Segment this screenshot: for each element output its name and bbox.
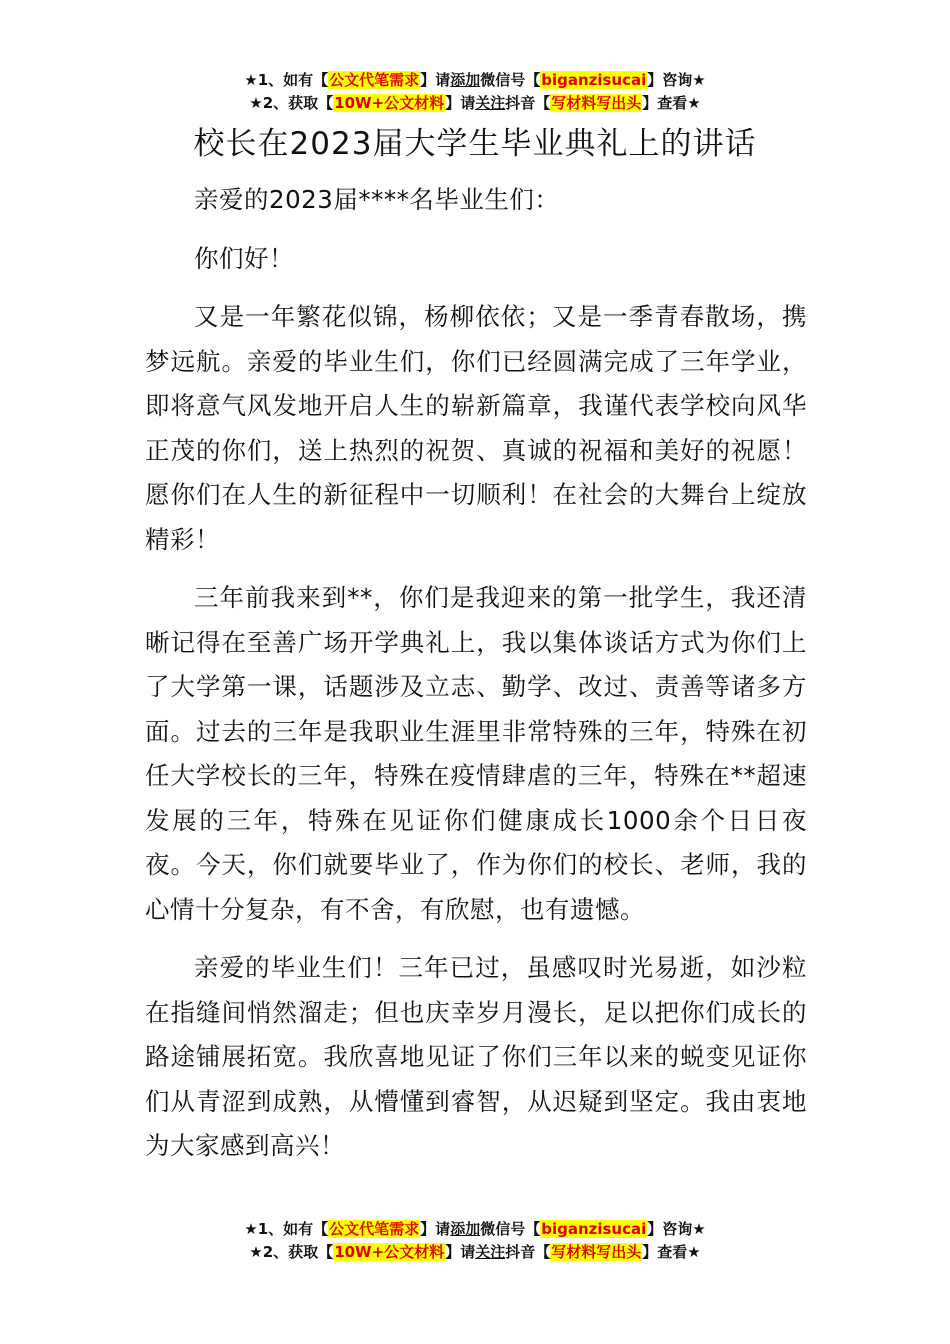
- banner-text: 】查看★: [642, 1243, 701, 1261]
- banner-text: 抖音【: [505, 94, 551, 112]
- footer-banner: [0, 1218, 950, 1264]
- banner-underline: 关注: [475, 94, 506, 112]
- banner-highlight: 写材料写出头: [551, 94, 642, 112]
- banner-text: 】请: [420, 1220, 451, 1238]
- banner-text: 微信号【: [480, 1220, 541, 1238]
- banner-line-1: [0, 69, 950, 92]
- banner-highlight: 公文代笔需求: [329, 1220, 420, 1238]
- document-body: [145, 178, 807, 1183]
- paragraph: 又是一年繁花似锦，杨柳依依；又是一季青春散场，携梦远航。亲爱的毕业生们，你们已经圆满完成了三年学业，即将意气风发地开启人生的崭新篇章，我谨代表学校向风华正茂的你们，送上热烈的祝贺、真诚的祝福和美好的祝愿！愿你们在人生的新征程中一切顺利！在社会的大舞台上绽放精彩！: [145, 302, 807, 554]
- banner-underline: 关注: [475, 1243, 506, 1261]
- banner-highlight: biganzisucai: [541, 71, 647, 89]
- banner-line-2: [0, 92, 950, 115]
- banner-highlight: 公文代笔需求: [329, 71, 420, 89]
- banner-highlight: biganzisucai: [541, 1220, 647, 1238]
- banner-text: 微信号【: [480, 71, 541, 89]
- banner-underline: 添加: [450, 1220, 481, 1238]
- greeting: 你们好！: [194, 243, 294, 273]
- banner-highlight: 写材料写出头: [551, 1243, 642, 1261]
- banner-highlight: 10W+公文材料: [334, 1243, 445, 1261]
- banner-text: 】咨询★: [647, 71, 706, 89]
- banner-text: ★1、如有【: [244, 1220, 329, 1238]
- banner-text: 抖音【: [505, 1243, 551, 1261]
- banner-text: 】请: [445, 94, 476, 112]
- banner-text: 】咨询★: [647, 1220, 706, 1238]
- banner-text: 】请: [420, 71, 451, 89]
- banner-text: 】查看★: [642, 94, 701, 112]
- banner-highlight: 10W+公文材料: [334, 94, 445, 112]
- document-title: 校长在2023届大学生毕业典礼上的讲话: [193, 126, 757, 162]
- banner-line-1: [0, 1218, 950, 1241]
- header-banner: [0, 69, 950, 115]
- banner-text: ★2、获取【: [249, 1243, 334, 1261]
- paragraph: 亲爱的毕业生们！三年已过，虽感叹时光易逝，如沙粒在指缝间悄然溜走；但也庆幸岁月漫长，足以把你们成长的路途铺展拓宽。我欣喜地见证了你们三年以来的蜕变见证你们从青涩到成熟，从懵懂到睿智，从迟疑到坚定。我由衷地为大家感到高兴！: [145, 953, 807, 1160]
- banner-text: ★1、如有【: [244, 71, 329, 89]
- banner-text: ★2、获取【: [249, 94, 334, 112]
- banner-underline: 添加: [450, 71, 481, 89]
- banner-text: 】请: [445, 1243, 476, 1261]
- banner-line-2: [0, 1241, 950, 1264]
- salutation: 亲爱的2023届****名毕业生们：: [194, 185, 560, 214]
- paragraph: 三年前我来到**，你们是我迎来的第一批学生，我还清晰记得在至善广场开学典礼上，我以集体谈话方式为你们上了大学第一课，话题涉及立志、勤学、改过、责善等诸多方面。过去的三年是我职业生涯里非常特殊的三年，特殊在初任大学校长的三年，特殊在疫情肆虐的三年，特殊在**超速发展的三年，特殊在见证你们健康成长1000余个日日夜夜。今天，你们就要毕业了，作为你们的校长、老师，我的心情十分复杂，有不舍，有欣慰，也有遗憾。: [145, 583, 807, 924]
